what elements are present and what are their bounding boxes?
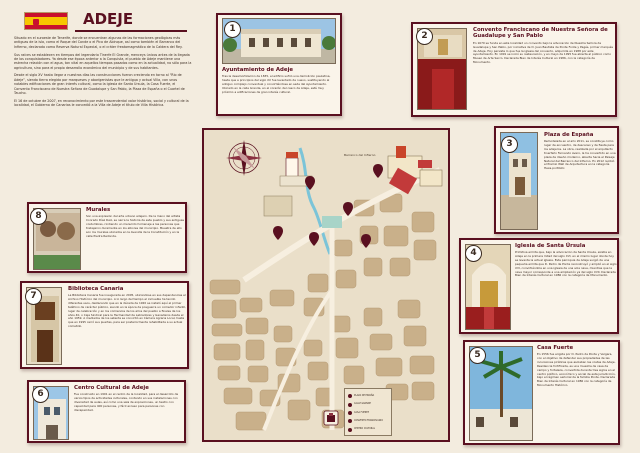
murales-heading: Murales bbox=[86, 207, 111, 213]
card-biblioteca bbox=[20, 281, 189, 369]
spain-flag-icon bbox=[24, 12, 68, 30]
map-block bbox=[214, 344, 240, 360]
legend-label: CONVENTO FRANCISCANO bbox=[354, 419, 383, 423]
map-block bbox=[308, 362, 328, 380]
municipal-logo bbox=[323, 410, 339, 426]
legend-item bbox=[348, 392, 388, 400]
map-block bbox=[212, 300, 236, 318]
legend-dot bbox=[348, 419, 352, 423]
legend-label: CALLE GRANDE bbox=[354, 402, 371, 406]
page-title: ADEJE bbox=[83, 10, 134, 28]
title-underline bbox=[75, 30, 187, 32]
biblioteca-body: La Biblioteca Canaria fue inaugurada en 2005, ubicándose en sus dependencias el Archivo Histórico del municipio. A lo largo del tiempo el inmueble ha tenido diferentes usos, destacando que en la década de 1920 se instaló aquí el primer teléfono de carácter público, siendo en la época de posguerra un comedor infantil, lugar de celebración y en los comienzos de los años del pueblo a finales de los años 40, o Caja Sindical para la Hermandad de Labradores y Ganaderos desde el año 1959. A mediados de los setenta se convirtió en Cámara Agraria Local, hasta que en 1995 cerró sus puertas, para ser posteriormente rehabilitada a su actual cometido. bbox=[68, 294, 186, 329]
legend-dot bbox=[348, 403, 352, 407]
map-block bbox=[248, 366, 268, 382]
ayuntamiento-body: Tras la desamortización de 1835, el edificio sufrió una demolición paulatina, hasta que a principios del siglo XX fue levantado de nuevo, sustituyendo al antiguo complejo conventual y convirtiéndose en sede del Ayuntamiento. Ubicado en la calle Grande, en el corazón del casco de Adeje, está muy próximo a edificaciones de gran interés cultural. bbox=[222, 75, 331, 94]
iglesia-body: Primitiva ermita que, bajo la advocación de Santa Úrsula, existía en Adeje en la primera mitad del siglo XVI, en el mismo lugar donde hoy se levanta la actual iglesia. Esta parroquia de Adeje surgió de una pequeña ermita que D. Pedro de Ponte reconstruyó y amplió en el siglo XVI, convirtiéndola en una iglesia de una sola nave, mientras que la nave mayor corresponde a una ampliación ya del siglo XVII. Declarada Bien de Interés Cultural en 1986 con la categoría de Monumento. bbox=[515, 251, 617, 278]
badge-2: 2 bbox=[416, 28, 433, 45]
map-block bbox=[246, 318, 268, 334]
badge-1: 1 bbox=[224, 21, 241, 38]
casa-fuerte-body: En 1556 fue erigida por D. Pedro de Ponte y Vergara, con el objetivo de defender sus propiedades de las incursiones piráticas que asolaban las costas de Adeje. Residencia fortificada, es una muestra de casa de campo y fortaleza, convertida durante tres siglos en el centro político, económico y social de esta jurisdicción, bajo el régimen señorial de la familia Ponte. Declarada Bien de Interés Cultural en 1986 con la categoría de Monumento Histórico. bbox=[537, 353, 616, 388]
ayuntamiento-block bbox=[264, 196, 292, 216]
map-block bbox=[212, 324, 242, 336]
casa-fuerte-heading: Casa Fuerte bbox=[537, 345, 574, 351]
biblioteca-heading: Biblioteca Canaria bbox=[68, 286, 124, 292]
ayuntamiento-heading: Ayuntamiento de Adeje bbox=[222, 67, 294, 73]
badge-4: 4 bbox=[465, 245, 482, 262]
card-casa-fuerte bbox=[463, 340, 620, 445]
map-block bbox=[336, 270, 356, 288]
map-block bbox=[410, 356, 434, 374]
plaza-heading: Plaza de España bbox=[544, 132, 594, 138]
map-legend bbox=[344, 388, 392, 436]
legend-item bbox=[348, 400, 388, 408]
iglesia-heading: Iglesia de Santa Úrsula bbox=[515, 243, 586, 249]
map-block bbox=[308, 274, 328, 292]
plaza-body: Remodelada en el año 2011, se constituye como lugar de encuentro, de descanso y de fiesta para los adejeros. La obra, realizada por el arquitecto tinerfeño Fernando Avero, la ha convertido en una plaza de diseño moderno, abierta hacia el Paisaje Natural del Barranco del Infierno. En 2012 recibió el Premio Wall de Arquitectura en la categoría Hexa-portOAU. bbox=[544, 140, 616, 171]
town-map[interactable] bbox=[202, 128, 450, 442]
badge-6: 6 bbox=[32, 386, 49, 403]
map-block bbox=[304, 340, 322, 356]
centro-cultural-heading: Centro Cultural de Adeje bbox=[74, 385, 149, 391]
map-block bbox=[334, 240, 352, 256]
legend-item bbox=[348, 409, 388, 417]
map-block bbox=[404, 326, 426, 346]
badge-3: 3 bbox=[501, 136, 518, 153]
legend-item bbox=[348, 417, 388, 425]
intro-paragraph: El 16 de octubre de 2007, en reconocimiento por este trascendental valor histórico, social y cultural de la localidad, el Gobierno de Canarias le concedió a la Villa de Adeje el título de Villa Histórica. bbox=[14, 98, 189, 108]
map-block bbox=[412, 382, 434, 400]
map-block bbox=[218, 366, 240, 380]
street-label-barranco: Barranco del Infierno bbox=[344, 153, 376, 157]
map-block bbox=[384, 226, 408, 246]
map-block bbox=[376, 358, 402, 376]
map-block bbox=[270, 290, 294, 306]
map-block bbox=[288, 400, 310, 420]
map-block bbox=[398, 300, 420, 318]
map-block bbox=[224, 388, 252, 404]
intro-paragraph: Desde el siglo XV hasta llegar a nuestros días las construcciones fueron creciendo en torno al “Rio de Adeje”, siendo tierra elegida por marqueses y aborígenistas que le antigua y actual Villa, con unos notables edificaciones de gran interés cultural, como la iglesia de Santa Úrsula, la Casa Fuerte, el Convento Franciscano de Nuestra Señora de Guadalupe y San Pablo, la Plaza de España o el Cuartel de Taucho. bbox=[14, 73, 185, 96]
legend-dot bbox=[348, 394, 352, 398]
legend-dot bbox=[348, 411, 352, 415]
badge-8: 8 bbox=[30, 208, 47, 225]
map-block bbox=[236, 412, 266, 430]
legend-item bbox=[348, 426, 388, 434]
convento-heading: Convento Franciscano de Nuestra Señora de Guadalupe y San Pablo bbox=[473, 27, 608, 40]
card-iglesia bbox=[459, 238, 619, 334]
legend-label: CASA FUERTE bbox=[354, 410, 369, 414]
map-block bbox=[370, 334, 392, 350]
map-block bbox=[344, 366, 364, 384]
badge-7: 7 bbox=[25, 288, 42, 305]
legend-label: PLAZA DE ESPAÑA bbox=[354, 393, 375, 397]
map-block bbox=[274, 326, 292, 342]
map-block bbox=[336, 338, 358, 358]
park-area bbox=[322, 216, 342, 228]
map-block bbox=[210, 280, 240, 294]
map-block bbox=[240, 298, 262, 312]
badge-5: 5 bbox=[469, 347, 486, 364]
intro-paragraph: Situado en el suroeste de Tenerife, donde se encuentran algunas de las formaciones geológicas más antiguas de la isla, como el Roque del Conde o el Pico de Abinque, así como también el Barranco del Infierno, declarado como Reserva Natural Especial, o el cráter freatomagmático de la Caldera del Rey. bbox=[14, 36, 183, 49]
card-murales bbox=[27, 202, 187, 273]
map-block bbox=[364, 258, 382, 276]
centro-cultural-body: Fue construido en 1991 en el centro de la localidad, para el desarrollo de varios tipos de actividades culturales, contando en sus instalaciones con diversidad de aulas, así como una sala de exposiciones, un teatro con capacidad para 400 personas, y fácil acceso para personas con discapacidad. bbox=[74, 393, 179, 412]
legend-dot bbox=[348, 428, 352, 432]
map-block bbox=[414, 240, 436, 260]
card-centro-cultural bbox=[27, 380, 186, 443]
murales-body: Son una expresión del arte urbano adejero. De la mano del artista Conrado Díaz Ruiz, se narra la historia de este pueblo y sus antiguas costumbres, rindiendo un merecido homenaje a las personas que trabajaron duramente en los albores del municipio. Muestra de ello son los murales ubicados en la Avenida de la Constitución y en la calle Piedra Redonda. bbox=[86, 215, 184, 238]
card-convento bbox=[411, 22, 617, 117]
map-block bbox=[412, 212, 434, 232]
map-block bbox=[390, 258, 410, 276]
intro-paragraph: Sus raíces se establecen en tiempos del legendario Tinerfe El Grande, menceys únicos antes de la llegada de los conquistadores. Ya desde ese época anterior a la Conquista, el pueblo de Adeje mantiene una estrecha relación con el agua, tan vital en aquellos tiempos pasados como en la actualidad, no sólo para la agricultura, sino para el propio desarrollo económico del municipio y de sus habitantes. bbox=[14, 52, 192, 70]
legend-label: CENTRO CULTURAL bbox=[354, 427, 375, 431]
convento-body: En 1679 se funda en esta localidad un convento bajo la advocación de Nuestra Señora de Guadalupe y San Pablo, por iniciativa de D. Juan Bautista de Ponte Fonte y Pagés, primer marqués de Adeje. Hoy persiste lo que fue la iglesia del convento, adquirida en 1988 por este ayuntamiento. En 1991 se inició su restauración, y en mayo de 1995 fue abierta al público como Museo de Arte Sacro. Declarada Bien de Interés Cultural en 1986, con la categoría de Monumento. bbox=[473, 41, 613, 65]
map-block bbox=[364, 308, 382, 326]
map-block bbox=[332, 316, 350, 332]
map-block bbox=[246, 340, 264, 360]
